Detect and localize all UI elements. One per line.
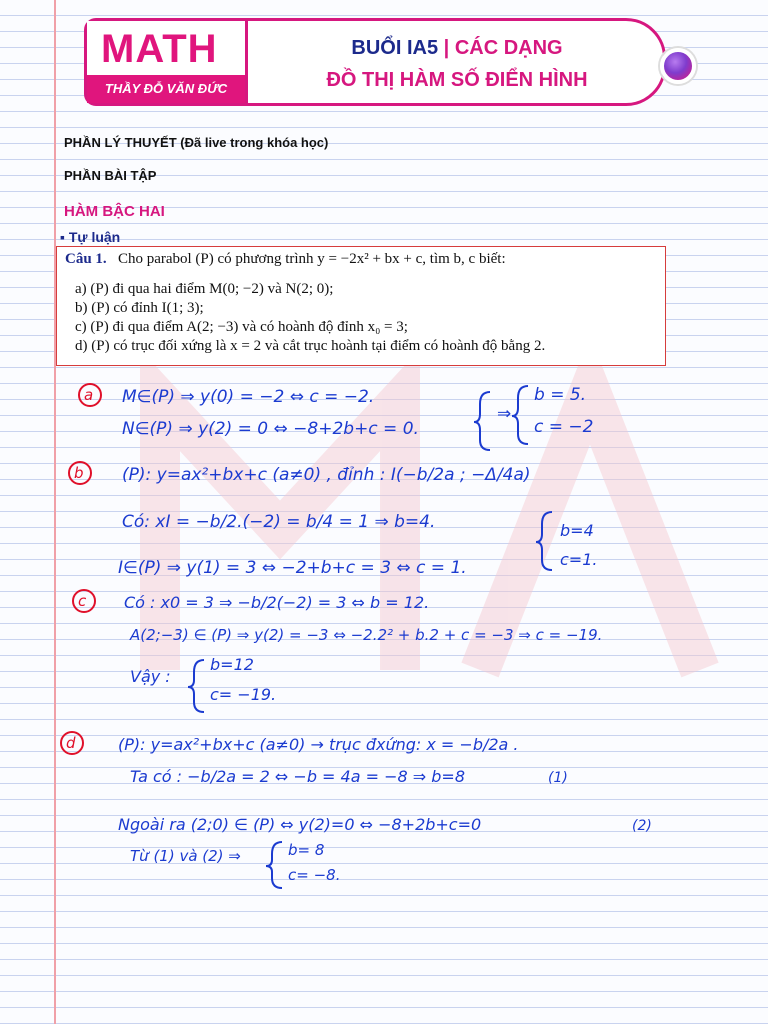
- part-d-label: d: [66, 734, 76, 752]
- part-d-line4: Từ (1) và (2) ⇒: [130, 847, 241, 865]
- part-d-result-b: b= 8: [288, 841, 325, 859]
- subtopic-heading: ▪ Tự luận: [60, 229, 121, 245]
- topic-heading: HÀM BẬC HAI: [64, 203, 165, 220]
- theory-heading: PHẦN LÝ THUYẾT (Đã live trong khóa học): [64, 135, 329, 150]
- problem-item-c: c) (P) đi qua điểm A(2; −3) và có hoành độ đỉnh x₀ = 3;: [75, 319, 408, 335]
- part-d-line1: (P): y=ax²+bx+c (a≠0) → trục đxứng: x = −b/2a .: [118, 735, 519, 754]
- solution-part-b: [69, 462, 597, 578]
- part-c-line3: Vậy :: [130, 667, 171, 686]
- problem-label: Câu 1.: [65, 251, 107, 267]
- part-d-result-c: c= −8.: [288, 866, 341, 884]
- exercise-heading: PHẦN BÀI TẬP: [64, 168, 157, 183]
- part-a-result-c: c = −2: [534, 417, 594, 437]
- part-a-line1: M∈(P) ⇒ y(0) = −2 ⇔ c = −2.: [122, 387, 375, 407]
- part-c-line1: Có : x0 = 3 ⇒ −b/2(−2) = 3 ⇔ b = 12.: [124, 593, 430, 612]
- part-b-label: b: [74, 464, 84, 482]
- part-b-line2: Có: xI = −b/2.(−2) = b/4 = 1 ⇒ b=4.: [122, 512, 436, 532]
- part-a-implies-icon: ⇒: [497, 404, 512, 424]
- part-c-line2: A(2;−3) ∈ (P) ⇒ y(2) = −3 ⇔ −2.2² + b.2 + c = −3 ⇒ c = −19.: [130, 626, 603, 644]
- part-b-result-b: b=4: [560, 521, 594, 540]
- part-b-line3: I∈(P) ⇒ y(1) = 3 ⇔ −2+b+c = 3 ⇔ c = 1.: [118, 558, 467, 578]
- problem-item-d: d) (P) có trục đối xứng là x = 2 và cắt trục hoành tại điểm có hoành độ bằng 2.: [75, 338, 546, 354]
- part-d-line2: Ta có : −b/2a = 2 ⇔ −b = 4a = −8 ⇒ b=8: [130, 767, 466, 786]
- header-title-line2: ĐỒ THỊ HÀM SỐ ĐIỂN HÌNH: [326, 69, 588, 91]
- part-a-result-b: b = 5.: [534, 385, 587, 405]
- title-session: BUỔI IA5: [351, 37, 439, 59]
- solution-part-a: [79, 384, 593, 450]
- part-c-label: c: [78, 592, 87, 610]
- problem-item-b: b) (P) có đỉnh I(1; 3);: [75, 300, 204, 316]
- part-c-result-b: b=12: [210, 655, 254, 674]
- part-a-line2: N∈(P) ⇒ y(2) = 0 ⇔ −8+2b+c = 0.: [122, 419, 419, 439]
- part-d-eq2-tag: (2): [632, 818, 652, 834]
- problem-item-a: a) (P) đi qua hai điểm M(0; −2) và N(2; 0);: [75, 281, 334, 297]
- subtopic-text: Tự luận: [68, 229, 121, 245]
- part-a-label: a: [84, 386, 94, 404]
- problem-statement: Cho parabol (P) có phương trình y = −2x² + bx + c, tìm b, c biết:: [117, 251, 506, 267]
- logo-subtitle: THẦY ĐỖ VĂN ĐỨC: [87, 75, 245, 103]
- part-d-eq1-tag: (1): [548, 770, 568, 786]
- solution-part-d: [61, 732, 652, 888]
- solution-part-c: [73, 590, 602, 712]
- title-separator: |: [443, 37, 450, 59]
- part-d-line3: Ngoài ra (2;0) ∈ (P) ⇔ y(2)=0 ⇔ −8+2b+c=0: [118, 815, 482, 834]
- logo-text: MATH: [101, 27, 218, 71]
- part-b-result-c: c=1.: [560, 550, 598, 569]
- part-b-line1: (P): y=ax²+bx+c (a≠0) , đỉnh : I(−b/2a ; −Δ/4a): [122, 465, 531, 485]
- title-topic: CÁC DẠNG: [454, 37, 563, 59]
- part-c-result-c: c= −19.: [210, 685, 277, 704]
